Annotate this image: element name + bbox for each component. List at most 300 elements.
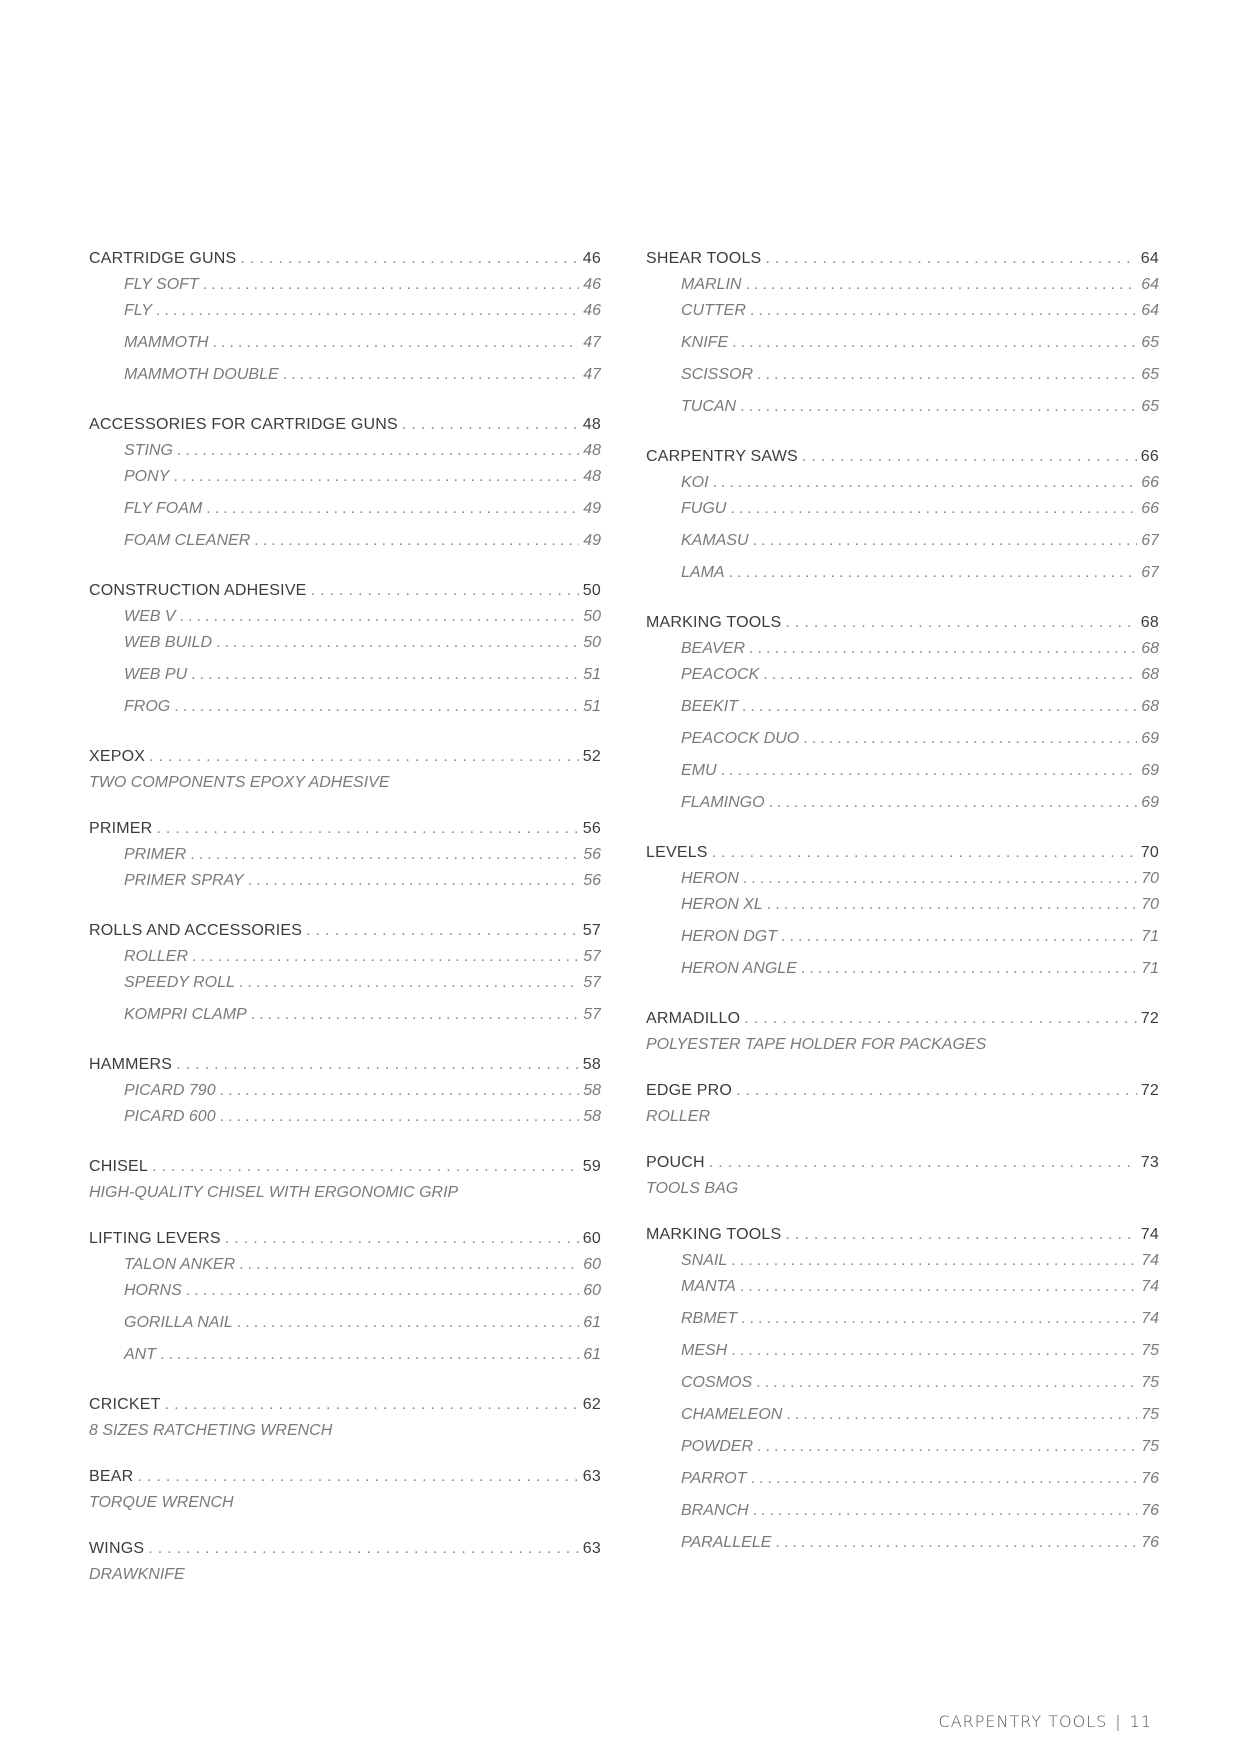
toc-section: [89, 1230, 601, 1378]
entry-label: FLY SOFT: [124, 276, 199, 293]
entry-label: BEEKIT: [681, 698, 738, 715]
entry-label: PICARD 790: [124, 1082, 216, 1099]
dot-leader: [712, 844, 1137, 862]
page-number: 74: [1141, 1310, 1159, 1327]
dot-leader: [248, 872, 579, 890]
entry-label: LAMA: [681, 564, 725, 581]
toc-section-heading: [89, 250, 601, 276]
dot-leader: [311, 582, 579, 600]
toc-section-heading: [89, 748, 601, 774]
entry-label: COSMOS: [681, 1374, 753, 1391]
page-number: 65: [1141, 334, 1159, 351]
entry-label: ANT: [124, 1346, 156, 1363]
page-number: 76: [1141, 1470, 1159, 1487]
dot-leader: [757, 366, 1137, 384]
dot-leader: [740, 398, 1137, 416]
section-title: LEVELS: [646, 844, 708, 861]
page-number: 50: [582, 582, 601, 599]
footer-page-number: 11: [1129, 1712, 1152, 1731]
page-number: 57: [583, 974, 601, 991]
toc-entry: [646, 928, 1159, 960]
page-number: 48: [583, 468, 601, 485]
toc-entry: [89, 1314, 601, 1346]
page-number: 60: [582, 1230, 601, 1247]
page-number: 50: [583, 634, 601, 651]
toc-section: [646, 250, 1159, 430]
dot-leader: [756, 1374, 1137, 1392]
dot-leader: [137, 1468, 578, 1486]
page-number: 75: [1141, 1406, 1159, 1423]
entry-label: SCISSOR: [681, 366, 754, 383]
section-description: ROLLER: [646, 1108, 711, 1125]
section-title: BEAR: [89, 1468, 134, 1485]
toc-section-heading: [89, 820, 601, 846]
toc-entry: [646, 398, 1159, 430]
page-number: 64: [1140, 250, 1159, 267]
dot-leader: [216, 634, 579, 652]
page-number: 69: [1141, 762, 1159, 779]
toc-entry: [89, 974, 601, 1006]
toc-entry: [646, 698, 1159, 730]
page-number: 56: [583, 872, 601, 889]
toc-section-heading: [646, 1154, 1159, 1180]
page-number: 52: [582, 748, 601, 765]
toc-section: [646, 1154, 1159, 1208]
section-description: POLYESTER TAPE HOLDER FOR PACKAGES: [646, 1036, 987, 1053]
entry-label: MARLIN: [681, 276, 742, 293]
toc-entry: [89, 334, 601, 366]
entry-label: WEB PU: [124, 666, 188, 683]
entry-label: KNIFE: [681, 334, 729, 351]
page-number: 74: [1141, 1252, 1159, 1269]
entry-label: KOMPRI CLAMP: [124, 1006, 247, 1023]
toc-section-heading: [89, 922, 601, 948]
dot-leader: [191, 666, 579, 684]
toc-entry: [646, 762, 1159, 794]
page-number: 51: [583, 666, 601, 683]
page-number: 63: [582, 1468, 601, 1485]
dot-leader: [203, 276, 580, 294]
toc-section-heading: [89, 1230, 601, 1256]
page-number: 47: [583, 366, 601, 383]
toc-section: [89, 1468, 601, 1522]
entry-label: FROG: [124, 698, 171, 715]
dot-leader: [736, 1082, 1137, 1100]
page-number: 57: [583, 1006, 601, 1023]
entry-label: PRIMER SPRAY: [124, 872, 244, 889]
toc-entry: [89, 698, 601, 730]
toc-entry: [646, 1310, 1159, 1342]
page-number: 65: [1141, 398, 1159, 415]
entry-label: HERON: [681, 870, 739, 887]
page-number: 66: [1140, 448, 1159, 465]
entry-label: MAMMOTH: [124, 334, 209, 351]
toc-section-heading: [646, 1010, 1159, 1036]
dot-leader: [173, 468, 579, 486]
toc-section-heading: [646, 1226, 1159, 1252]
page-number: 51: [583, 698, 601, 715]
page-number: 46: [582, 250, 601, 267]
toc-section-heading: [646, 250, 1159, 276]
entry-label: SPEEDY ROLL: [124, 974, 235, 991]
toc-entry: [89, 948, 601, 974]
toc-entry: [89, 532, 601, 564]
toc-section-heading: [89, 1540, 601, 1566]
toc-entry: [646, 1438, 1159, 1470]
dot-leader: [283, 366, 580, 384]
toc-section: [646, 448, 1159, 596]
page-number: 74: [1141, 1278, 1159, 1295]
dot-leader: [152, 1158, 579, 1176]
dot-leader: [763, 666, 1137, 684]
section-title: CARPENTRY SAWS: [646, 448, 798, 465]
dot-leader: [741, 1310, 1137, 1328]
entry-label: MESH: [681, 1342, 728, 1359]
dot-leader: [753, 1502, 1138, 1520]
toc-right-column: [646, 250, 1159, 1584]
dot-leader: [744, 1010, 1137, 1028]
section-title: MARKING TOOLS: [646, 614, 782, 631]
toc-entry: [646, 794, 1159, 826]
page-number: 75: [1141, 1342, 1159, 1359]
page-number: 46: [583, 276, 601, 293]
toc-entry: [646, 1502, 1159, 1534]
dot-leader: [781, 928, 1137, 946]
page-number: 67: [1141, 532, 1159, 549]
entry-label: HERON ANGLE: [681, 960, 797, 977]
entry-label: BEAVER: [681, 640, 746, 657]
page-number: 72: [1140, 1010, 1159, 1027]
page-number: 71: [1141, 960, 1159, 977]
entry-label: STING: [124, 442, 173, 459]
page-number: 74: [1140, 1226, 1159, 1243]
toc-entry: [89, 366, 601, 398]
toc-entry: [89, 468, 601, 500]
page-number: 69: [1141, 730, 1159, 747]
dot-leader: [254, 532, 579, 550]
toc-section-heading: [646, 448, 1159, 474]
toc-entry: [646, 1534, 1159, 1566]
toc-entry: [646, 870, 1159, 896]
page-number: 75: [1141, 1438, 1159, 1455]
entry-label: EMU: [681, 762, 717, 779]
page-number: 60: [583, 1282, 601, 1299]
section-description: TOOLS BAG: [646, 1180, 739, 1197]
page-number: 71: [1141, 928, 1159, 945]
section-title: ROLLS AND ACCESSORIES: [89, 922, 303, 939]
section-description: TORQUE WRENCH: [89, 1494, 234, 1511]
section-title: HAMMERS: [89, 1056, 173, 1073]
toc-entry: [646, 474, 1159, 500]
dot-leader: [192, 948, 579, 966]
page-number: 57: [582, 922, 601, 939]
page-number: 70: [1141, 870, 1159, 887]
entry-label: PONY: [124, 468, 170, 485]
toc-entry: [646, 1374, 1159, 1406]
toc-section: [89, 1540, 601, 1594]
section-description: 8 SIZES RATCHETING WRENCH: [89, 1422, 333, 1439]
page-number: 62: [582, 1396, 601, 1413]
dot-leader: [176, 1056, 579, 1074]
dot-leader: [801, 960, 1137, 978]
toc-entry: [89, 302, 601, 334]
toc-section-heading: [89, 582, 601, 608]
entry-label: FLY FOAM: [124, 500, 203, 517]
dot-leader: [177, 442, 579, 460]
section-title: ARMADILLO: [646, 1010, 741, 1027]
entry-label: FLAMINGO: [681, 794, 765, 811]
dot-leader: [709, 1154, 1137, 1172]
toc-section-heading: [89, 1396, 601, 1422]
toc-entry: [89, 276, 601, 302]
dot-leader: [402, 416, 579, 434]
page-number: 46: [583, 302, 601, 319]
toc-section: [646, 1010, 1159, 1064]
dot-leader: [765, 250, 1136, 268]
page-number: 65: [1141, 366, 1159, 383]
page-number: 68: [1141, 640, 1159, 657]
entry-label: HERON XL: [681, 896, 763, 913]
page-number: 49: [583, 532, 601, 549]
dot-leader: [251, 1006, 580, 1024]
toc-entry: [646, 500, 1159, 532]
dot-leader: [742, 698, 1137, 716]
toc-section-heading: [89, 1468, 601, 1494]
section-title: ACCESSORIES FOR CARTRIDGE GUNS: [89, 416, 398, 433]
section-description: DRAWKNIFE: [89, 1566, 185, 1583]
entry-label: MANTA: [681, 1278, 736, 1295]
dot-leader: [156, 302, 579, 320]
dot-leader: [160, 1346, 579, 1364]
toc-section: [89, 922, 601, 1038]
section-title: CRICKET: [89, 1396, 161, 1413]
page-number: 67: [1141, 564, 1159, 581]
page-number: 68: [1140, 614, 1159, 631]
toc-entry: [646, 730, 1159, 762]
dot-leader: [721, 762, 1138, 780]
page-number: 60: [583, 1256, 601, 1273]
dot-leader: [206, 500, 579, 518]
page-number: 69: [1141, 794, 1159, 811]
footer-separator: |: [1115, 1712, 1122, 1731]
dot-leader: [240, 250, 578, 268]
dot-leader: [149, 748, 579, 766]
toc-section: [89, 1396, 601, 1450]
page-number: 50: [583, 608, 601, 625]
page-number: 73: [1140, 1154, 1159, 1171]
toc-section: [89, 820, 601, 904]
page-number: 61: [583, 1346, 601, 1363]
entry-label: WEB V: [124, 608, 176, 625]
toc-entry: [89, 500, 601, 532]
section-title: XEPOX: [89, 748, 146, 765]
page-number: 56: [582, 820, 601, 837]
page-number: 49: [583, 500, 601, 517]
dot-leader: [713, 474, 1138, 492]
toc-section: [89, 250, 601, 398]
entry-label: SNAIL: [681, 1252, 728, 1269]
entry-label: KAMASU: [681, 532, 749, 549]
page-number: 64: [1141, 276, 1159, 293]
toc-entry: [89, 872, 601, 904]
page-number: 64: [1141, 302, 1159, 319]
page-footer: [939, 1712, 1152, 1731]
dot-leader: [731, 1342, 1137, 1360]
toc-section: [89, 416, 601, 564]
toc-section-heading: [646, 844, 1159, 870]
entry-label: PARALLELE: [681, 1534, 772, 1551]
section-title: POUCH: [646, 1154, 705, 1171]
toc-section: [89, 582, 601, 730]
page-number: 70: [1140, 844, 1159, 861]
dot-leader: [220, 1108, 580, 1126]
dot-leader: [220, 1082, 580, 1100]
toc-entry: [89, 1256, 601, 1282]
toc-entry: [646, 666, 1159, 698]
page-number: 76: [1141, 1534, 1159, 1551]
toc-section-heading: [89, 1056, 601, 1082]
dot-leader: [753, 532, 1138, 550]
toc-entry: [89, 1082, 601, 1108]
dot-leader: [750, 302, 1137, 320]
toc-section: [646, 614, 1159, 826]
toc-section-heading: [646, 614, 1159, 640]
dot-leader: [732, 334, 1137, 352]
dot-leader: [212, 334, 579, 352]
toc-entry: [646, 366, 1159, 398]
dot-leader: [749, 640, 1137, 658]
page-number: 47: [583, 334, 601, 351]
toc-entry: [89, 608, 601, 634]
entry-label: WEB BUILD: [124, 634, 213, 651]
dot-leader: [190, 846, 579, 864]
toc-left-column: [89, 250, 601, 1612]
section-title: EDGE PRO: [646, 1082, 733, 1099]
footer-title: CARPENTRY TOOLS: [938, 1712, 1108, 1731]
entry-label: PEACOCK DUO: [681, 730, 800, 747]
entry-label: PRIMER: [124, 846, 187, 863]
entry-label: HERON DGT: [681, 928, 777, 945]
section-description: TWO COMPONENTS EPOXY ADHESIVE: [89, 774, 390, 791]
dot-leader: [237, 1314, 579, 1332]
entry-label: FOAM CLEANER: [124, 532, 251, 549]
section-title: PRIMER: [89, 820, 153, 837]
dot-leader: [156, 820, 578, 838]
toc-section-heading: [89, 1158, 601, 1184]
page-number: 72: [1140, 1082, 1159, 1099]
toc-entry: [646, 1278, 1159, 1310]
toc-entry: [89, 634, 601, 666]
dot-leader: [306, 922, 579, 940]
toc-section: [89, 748, 601, 802]
dot-leader: [775, 1534, 1137, 1552]
entry-label: FUGU: [681, 500, 727, 517]
dot-leader: [186, 1282, 579, 1300]
entry-label: TALON ANKER: [124, 1256, 236, 1273]
dot-leader: [731, 1252, 1137, 1270]
toc-section: [89, 1158, 601, 1212]
dot-leader: [730, 500, 1137, 518]
page-number: 76: [1141, 1502, 1159, 1519]
toc-entry: [646, 1342, 1159, 1374]
dot-leader: [785, 1226, 1136, 1244]
entry-label: ROLLER: [124, 948, 189, 965]
entry-label: HORNS: [124, 1282, 182, 1299]
section-description: HIGH-QUALITY CHISEL WITH ERGONOMIC GRIP: [89, 1184, 459, 1201]
page-number: 61: [583, 1314, 601, 1331]
dot-leader: [745, 276, 1137, 294]
page-number: 48: [582, 416, 601, 433]
dot-leader: [743, 870, 1137, 888]
entry-label: TUCAN: [681, 398, 737, 415]
entry-label: CUTTER: [681, 302, 746, 319]
page-number: 68: [1141, 666, 1159, 683]
dot-leader: [239, 974, 579, 992]
toc-entry: [646, 640, 1159, 666]
toc-entry: [89, 1006, 601, 1038]
page-number: 66: [1141, 500, 1159, 517]
entry-label: POWDER: [681, 1438, 753, 1455]
toc-entry: [89, 1282, 601, 1314]
dot-leader: [165, 1396, 579, 1414]
dot-leader: [767, 896, 1137, 914]
toc-entry: [646, 302, 1159, 334]
toc-entry: [89, 1108, 601, 1140]
entry-label: MAMMOTH DOUBLE: [124, 366, 279, 383]
dot-leader: [786, 1406, 1137, 1424]
toc-section: [646, 844, 1159, 992]
toc-entry: [89, 1346, 601, 1378]
page-number: 48: [583, 442, 601, 459]
toc-section: [646, 1082, 1159, 1136]
toc-section-heading: [89, 416, 601, 442]
dot-leader: [757, 1438, 1137, 1456]
page-number: 56: [583, 846, 601, 863]
entry-label: FLY: [124, 302, 152, 319]
dot-leader: [802, 448, 1137, 466]
section-title: SHEAR TOOLS: [646, 250, 762, 267]
section-title: WINGS: [89, 1540, 145, 1557]
dot-leader: [803, 730, 1137, 748]
dot-leader: [180, 608, 580, 626]
entry-label: RBMET: [681, 1310, 737, 1327]
toc-entry: [89, 442, 601, 468]
page-number: 63: [582, 1540, 601, 1557]
page-number: 58: [583, 1082, 601, 1099]
page-number: 58: [582, 1056, 601, 1073]
section-title: MARKING TOOLS: [646, 1226, 782, 1243]
entry-label: PICARD 600: [124, 1108, 216, 1125]
toc-entry: [89, 846, 601, 872]
page-number: 66: [1141, 474, 1159, 491]
toc-entry: [646, 1406, 1159, 1438]
toc-entry: [646, 896, 1159, 928]
section-title: LIFTING LEVERS: [89, 1230, 221, 1247]
page-number: 68: [1141, 698, 1159, 715]
dot-leader: [750, 1470, 1137, 1488]
section-title: CHISEL: [89, 1158, 148, 1175]
entry-label: KOI: [681, 474, 709, 491]
dot-leader: [785, 614, 1136, 632]
dot-leader: [740, 1278, 1137, 1296]
section-title: CARTRIDGE GUNS: [89, 250, 237, 267]
toc-entry: [646, 334, 1159, 366]
page-number: 70: [1141, 896, 1159, 913]
toc-section-heading: [646, 1082, 1159, 1108]
page-number: 57: [583, 948, 601, 965]
dot-leader: [225, 1230, 579, 1248]
toc-entry: [89, 666, 601, 698]
